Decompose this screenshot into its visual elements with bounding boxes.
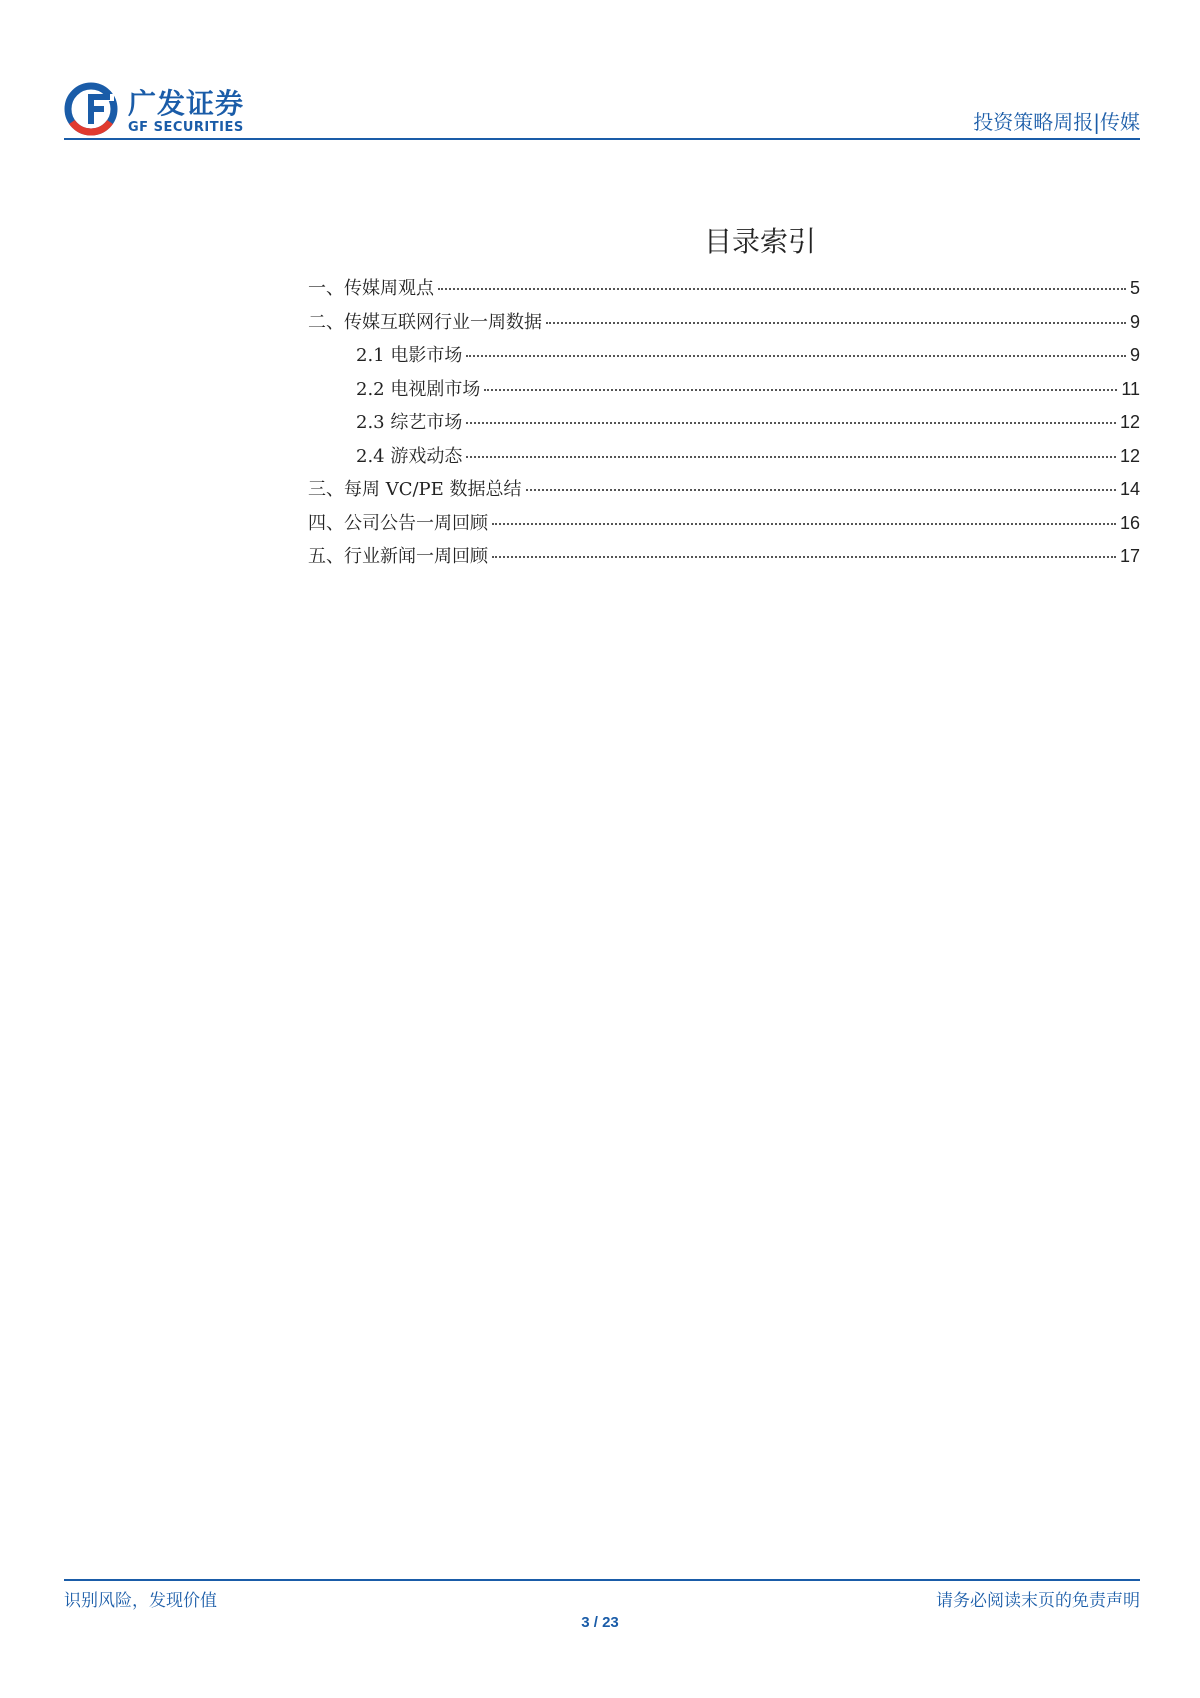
- toc-entry-page: 12: [1119, 412, 1140, 432]
- page-number: 3 / 23: [581, 1614, 619, 1631]
- toc-entry[interactable]: [308, 509, 1140, 543]
- table-of-contents: [308, 274, 1140, 576]
- toc-entry[interactable]: [308, 542, 1140, 576]
- toc-leader-dots: [546, 322, 1126, 324]
- toc-entry-label: 三、每周 VC/PE 数据总结: [308, 479, 522, 500]
- toc-entry-page: 16: [1119, 512, 1140, 533]
- toc-entry[interactable]: [308, 274, 1140, 308]
- logo-chinese-name: 广发证券: [128, 87, 245, 120]
- footer-slogan: 识别风险，发现价值: [64, 1591, 217, 1611]
- toc-leader-dots: [466, 355, 1126, 357]
- toc-leader-dots: [484, 389, 1117, 391]
- gf-logo-icon: [64, 82, 120, 136]
- toc-leader-dots: [492, 556, 1116, 558]
- toc-leader-dots: [492, 523, 1116, 525]
- toc-entry-page: 9: [1129, 311, 1140, 332]
- report-type-label: 投资策略周报|传媒: [973, 110, 1140, 134]
- toc-entry-label: 2.4 游戏动态: [356, 445, 463, 467]
- toc-entry[interactable]: [308, 375, 1140, 409]
- toc-leader-dots: [466, 422, 1116, 424]
- toc-entry-page: 11: [1121, 378, 1140, 399]
- toc-entry[interactable]: [308, 308, 1140, 342]
- toc-entry-page: 17: [1119, 546, 1140, 566]
- toc-entry-page: 5: [1129, 278, 1140, 298]
- toc-entry-page: 9: [1129, 345, 1140, 365]
- toc-entry-label: 五、行业新闻一周回顾: [308, 546, 488, 567]
- toc-entry[interactable]: [308, 475, 1140, 509]
- toc-entry-label: 四、公司公告一周回顾: [308, 512, 488, 534]
- toc-entry[interactable]: [308, 408, 1140, 442]
- toc-entry-page: 14: [1119, 479, 1140, 499]
- toc-entry-label: 2.2 电视剧市场: [356, 378, 481, 400]
- logo-english-name: GF SECURITIES: [128, 120, 244, 135]
- toc-title: 目录索引: [703, 225, 816, 258]
- toc-entry-label: 一、传媒周观点: [308, 278, 434, 299]
- toc-leader-dots: [438, 288, 1126, 290]
- toc-leader-dots: [526, 489, 1116, 491]
- toc-leader-dots: [466, 456, 1116, 458]
- footer-divider: [64, 1579, 1140, 1581]
- toc-entry[interactable]: [308, 442, 1140, 476]
- header-divider: [64, 138, 1140, 140]
- toc-entry-label: 2.3 综艺市场: [356, 412, 463, 433]
- toc-entry-label: 二、传媒互联网行业一周数据: [308, 311, 542, 333]
- toc-entry-page: 12: [1119, 445, 1140, 466]
- page-header: [64, 78, 1140, 140]
- toc-entry-label: 2.1 电影市场: [356, 345, 463, 366]
- footer-disclaimer-note: 请务必阅读末页的免责声明: [936, 1591, 1140, 1611]
- toc-entry[interactable]: [308, 341, 1140, 375]
